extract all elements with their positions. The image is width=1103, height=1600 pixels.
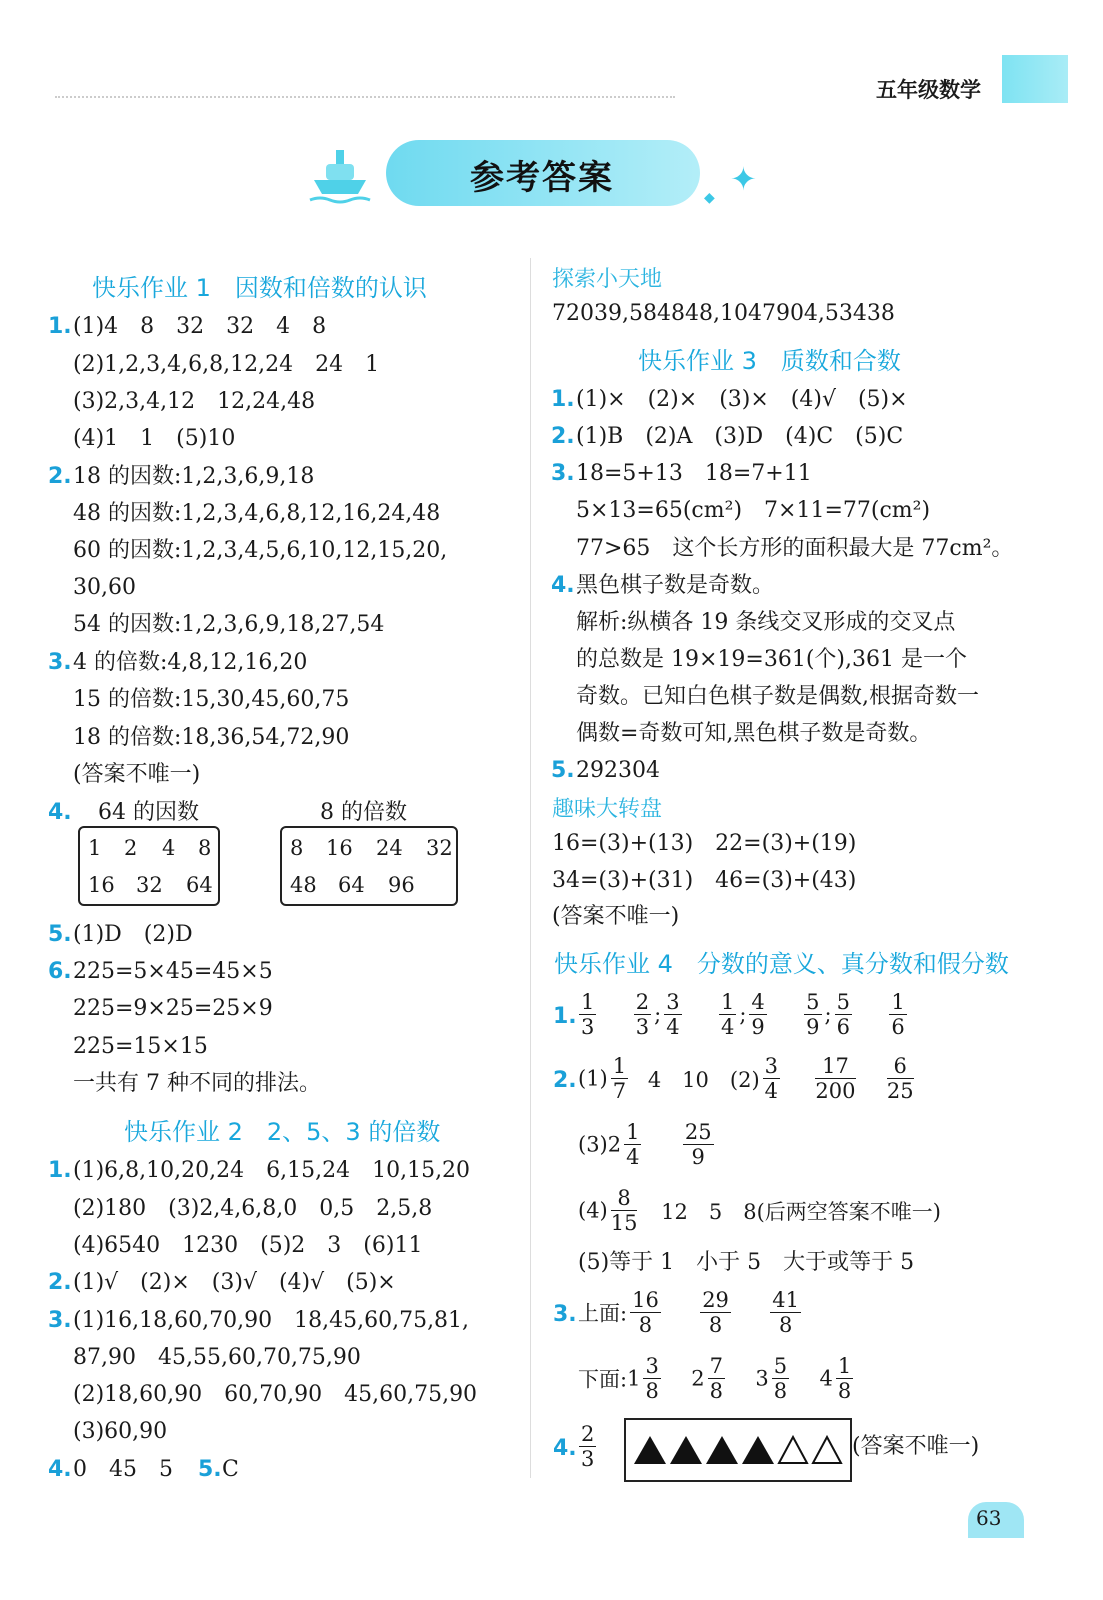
factor-cell: 8 xyxy=(198,836,212,860)
fraction: $\frac{17}{200}$ xyxy=(815,1054,856,1103)
sec1-q5-line: (1)D (2)D xyxy=(73,922,193,947)
empty-triangle-icon xyxy=(777,1435,809,1465)
q2-number: 2. xyxy=(551,424,575,449)
sec1-q3-line: 4 的倍数:4,8,12,16,20 xyxy=(73,650,308,675)
q6-number: 6. xyxy=(48,959,72,984)
fraction: $\frac{5}{6}$ xyxy=(836,990,850,1039)
sec2-q1-line: (1)6,8,10,20,24 6,15,24 10,15,20 xyxy=(73,1158,471,1183)
sec2-q1-line: (2)180 (3)2,4,6,8,0 0,5 2,5,8 xyxy=(73,1196,433,1221)
sec1-q6-line: 225=5×45=45×5 xyxy=(73,959,273,984)
factor-cell: 32 xyxy=(136,873,163,897)
fraction: $\frac{29}{8}$ xyxy=(702,1288,729,1337)
q4-number: 4. xyxy=(551,573,575,598)
fraction: $\frac{1}{7}$ xyxy=(612,1054,627,1103)
fraction: $\frac{3}{4}$ xyxy=(666,990,680,1039)
fun-title: 趣味大转盘 xyxy=(552,797,663,822)
sec1-q2-line: 60 的因数:1,2,3,4,5,6,10,12,15,20, xyxy=(73,538,448,563)
sec1-q3-line: 18 的倍数:18,36,54,72,90 xyxy=(73,725,350,750)
sec3-q4-line: 黑色棋子数是奇数。 xyxy=(576,573,775,598)
header-tab xyxy=(1002,55,1068,103)
sec1-q1-line: (3)2,3,4,12 12,24,48 xyxy=(73,389,316,414)
fraction: $\frac{25}{9}$ xyxy=(684,1120,712,1169)
q2-number: 2. xyxy=(48,464,72,489)
sec1-q1-line: (4)1 1 (5)10 xyxy=(73,426,236,451)
sec4-q2-line5: (5)等于 1 小于 5 大于或等于 5 xyxy=(578,1250,915,1275)
multiple-cell: 96 xyxy=(388,873,415,897)
sec1-q2-line: 48 的因数:1,2,3,4,6,8,12,16,24,48 xyxy=(73,501,441,526)
sec3-q3-line: 18=5+13 18=7+11 xyxy=(576,461,812,486)
sec1-q1-line: (1)4 8 32 32 4 8 xyxy=(73,314,327,339)
factor-cell: 2 xyxy=(124,836,138,860)
sec4-q1-fractions: $\frac{1}{3}$ $\frac{2}{3}$ ; $\frac{3}{4}$ $\frac{1}{4}$ ; $\frac{4}{9}$ $\frac{5}{9}$ ; $\frac{5}{6}$ $\frac{1}{6}$ xyxy=(581,990,905,1039)
sec3-title: 快乐作业 3 质数和合数 xyxy=(638,347,901,375)
q3-number: 3. xyxy=(48,650,72,675)
multiples-box xyxy=(280,826,458,906)
fraction: $\frac{41}{8}$ xyxy=(772,1288,800,1337)
factor-cell: 1 xyxy=(88,836,102,860)
fraction: $\frac{7}{8}$ xyxy=(709,1354,723,1403)
filled-triangle-icon xyxy=(706,1436,738,1464)
sec4-q2-line4: (4) $\frac{8}{15}$ 12 5 8(后两空答案不唯一) xyxy=(578,1186,942,1235)
factor-cell: 64 xyxy=(186,873,213,897)
sec3-q4-line: 的总数是 19×19=361(个),361 是一个 xyxy=(576,647,967,672)
sec3-q1-line: (1)× (2)× (3)× (4)√ (5)× xyxy=(576,387,908,412)
q2-number: 2. xyxy=(553,1068,577,1093)
sec2-q3-line: 87,90 45,55,60,70,75,90 xyxy=(73,1345,361,1370)
header-dotted-line xyxy=(55,96,675,98)
q3-number: 3. xyxy=(551,461,575,486)
star-icon: ✦ xyxy=(730,160,757,198)
sec4-q3-upper: 上面: $\frac{16}{8}$ $\frac{29}{8}$ $\frac{41}{8}$ xyxy=(578,1288,800,1337)
sec4-q2-line3: (3)2 $\frac{1}{4}$ $\frac{25}{9}$ xyxy=(578,1120,712,1169)
multiple-cell: 24 xyxy=(376,836,403,860)
sec1-title: 快乐作业 1 因数和倍数的认识 xyxy=(92,274,427,302)
sec1-q6-line: 225=9×25=25×9 xyxy=(73,996,273,1021)
multiple-cell: 64 xyxy=(338,873,365,897)
sec2-q4-line: 0 45 5 xyxy=(73,1457,173,1482)
q5-number: 5. xyxy=(48,922,72,947)
factor-cell: 4 xyxy=(162,836,176,860)
sec4-q2-line1: (1) $\frac{1}{7}$ 4 10 (2) $\frac{3}{4}$ $\frac{17}{200}$ $\frac{6}{25}$ xyxy=(578,1054,914,1103)
sec3-q4-line: 奇数。已知白色棋子数是偶数,根据奇数一 xyxy=(576,684,979,709)
sec1-q6-line: 225=15×15 xyxy=(73,1034,208,1059)
q1-number: 1. xyxy=(48,314,72,339)
ship-icon xyxy=(306,142,374,206)
q1-number: 1. xyxy=(553,1004,577,1029)
q1-number: 1. xyxy=(48,1158,72,1183)
fraction: $\frac{1}{3}$ xyxy=(581,990,595,1039)
fraction: $\frac{6}{25}$ xyxy=(886,1054,914,1103)
sec1-q3-line: (答案不唯一) xyxy=(73,762,201,787)
sec2-q3-line: (1)16,18,60,70,90 18,45,60,75,81, xyxy=(73,1308,470,1333)
sec2-q3-line: (3)60,90 xyxy=(73,1419,168,1444)
fraction: $\frac{1}{8}$ xyxy=(837,1354,852,1403)
fraction: $\frac{1}{4}$ xyxy=(720,990,735,1039)
explore-title: 探索小天地 xyxy=(552,267,663,292)
multiples-label: 8 的倍数 xyxy=(320,800,407,825)
sec3-q3-line: 5×13=65(cm²) 7×11=77(cm²) xyxy=(576,498,931,523)
sec2-q3-line: (2)18,60,90 60,70,90 45,60,75,90 xyxy=(73,1382,478,1407)
sec4-q4-fraction xyxy=(576,1422,599,1471)
factor-cell: 16 xyxy=(88,873,115,897)
filled-triangle-icon xyxy=(634,1436,666,1464)
fraction: $\frac{3}{8}$ xyxy=(645,1354,659,1403)
fraction: $\frac{5}{9}$ xyxy=(806,990,820,1039)
q3-number: 3. xyxy=(553,1302,577,1327)
multiple-cell: 48 xyxy=(290,873,317,897)
sec1-q2-line: 54 的因数:1,2,3,6,9,18,27,54 xyxy=(73,612,385,637)
dot-icon: ◆ xyxy=(704,190,715,206)
q5-number: 5. xyxy=(198,1457,222,1482)
multiple-cell: 8 xyxy=(290,836,304,860)
q4-number: 4. xyxy=(48,1457,72,1482)
sec2-q1-line: (4)6540 1230 (5)2 3 (6)11 xyxy=(73,1233,423,1258)
sec4-q4-note: (答案不唯一) xyxy=(852,1434,980,1459)
sec1-q1-line: (2)1,2,3,4,6,8,12,24 24 1 xyxy=(73,352,380,377)
sec3-q4-line: 解析:纵横各 19 条线交叉形成的交叉点 xyxy=(576,610,956,635)
multiple-cell: 16 xyxy=(326,836,353,860)
sec1-q2-line: 30,60 xyxy=(73,575,136,600)
sec2-title: 快乐作业 2 2、5、3 的倍数 xyxy=(124,1118,441,1146)
empty-triangle-icon xyxy=(811,1435,843,1465)
q3-number: 3. xyxy=(48,1308,72,1333)
fraction: $\frac{4}{9}$ xyxy=(751,990,765,1039)
q5-number: 5. xyxy=(551,758,575,783)
fun-line: 16=(3)+(13) 22=(3)+(19) xyxy=(552,831,857,856)
sec4-q3-lower: 下面:1 $\frac{3}{8}$ 2 $\frac{7}{8}$ 3 $\frac{5}{8}$ 4 $\frac{1}{8}$ xyxy=(578,1354,852,1403)
page-title: 参考答案 xyxy=(470,158,614,198)
grade-label: 五年级数学 xyxy=(876,78,981,102)
sec3-q5-line: 292304 xyxy=(576,758,660,783)
fraction: $\frac{8}{15}$ xyxy=(610,1186,638,1235)
page-number: 63 xyxy=(976,1506,1002,1530)
fraction: $\frac{1}{6}$ xyxy=(891,990,905,1039)
q2-number: 2. xyxy=(48,1270,72,1295)
filled-triangle-icon xyxy=(742,1436,774,1464)
factors-box xyxy=(78,826,220,906)
sec4-title: 快乐作业 4 分数的意义、真分数和假分数 xyxy=(554,950,1009,978)
fraction: $\frac{2}{3}$ xyxy=(581,1422,595,1471)
q1-number: 1. xyxy=(551,387,575,412)
explore-text: 72039,584848,1047904,53438 xyxy=(552,301,895,326)
sec3-q4-line: 偶数=奇数可知,黑色棋子数是奇数。 xyxy=(576,721,932,746)
sec3-q3-line: 77>65 这个长方形的面积最大是 77cm²。 xyxy=(576,536,1014,561)
fraction: $\frac{1}{4}$ xyxy=(626,1120,640,1169)
filled-triangle-icon xyxy=(670,1436,702,1464)
fraction: $\frac{2}{3}$ xyxy=(635,990,650,1039)
sec1-q3-line: 15 的倍数:15,30,45,60,75 xyxy=(73,687,350,712)
triangles-box xyxy=(624,1418,852,1482)
fun-line: 34=(3)+(31) 46=(3)+(43) xyxy=(552,868,857,893)
q4-number: 4. xyxy=(553,1436,577,1461)
fun-line: (答案不唯一) xyxy=(552,904,680,929)
sec1-q2-line: 18 的因数:1,2,3,6,9,18 xyxy=(73,464,315,489)
factors-label: 64 的因数 xyxy=(98,800,199,825)
sec1-q6-line: 一共有 7 种不同的排法。 xyxy=(73,1071,321,1096)
sec2-q2-line: (1)√ (2)× (3)√ (4)√ (5)× xyxy=(73,1270,396,1295)
fraction: $\frac{3}{4}$ xyxy=(764,1054,779,1103)
sec3-q2-line: (1)B (2)A (3)D (4)C (5)C xyxy=(576,424,904,449)
column-divider xyxy=(530,258,531,1478)
fraction: $\frac{16}{8}$ xyxy=(632,1288,659,1337)
multiple-cell: 32 xyxy=(426,836,453,860)
sec2-q5-line: C xyxy=(222,1457,239,1482)
q4-number: 4. xyxy=(48,800,72,825)
fraction: $\frac{5}{8}$ xyxy=(773,1354,788,1403)
